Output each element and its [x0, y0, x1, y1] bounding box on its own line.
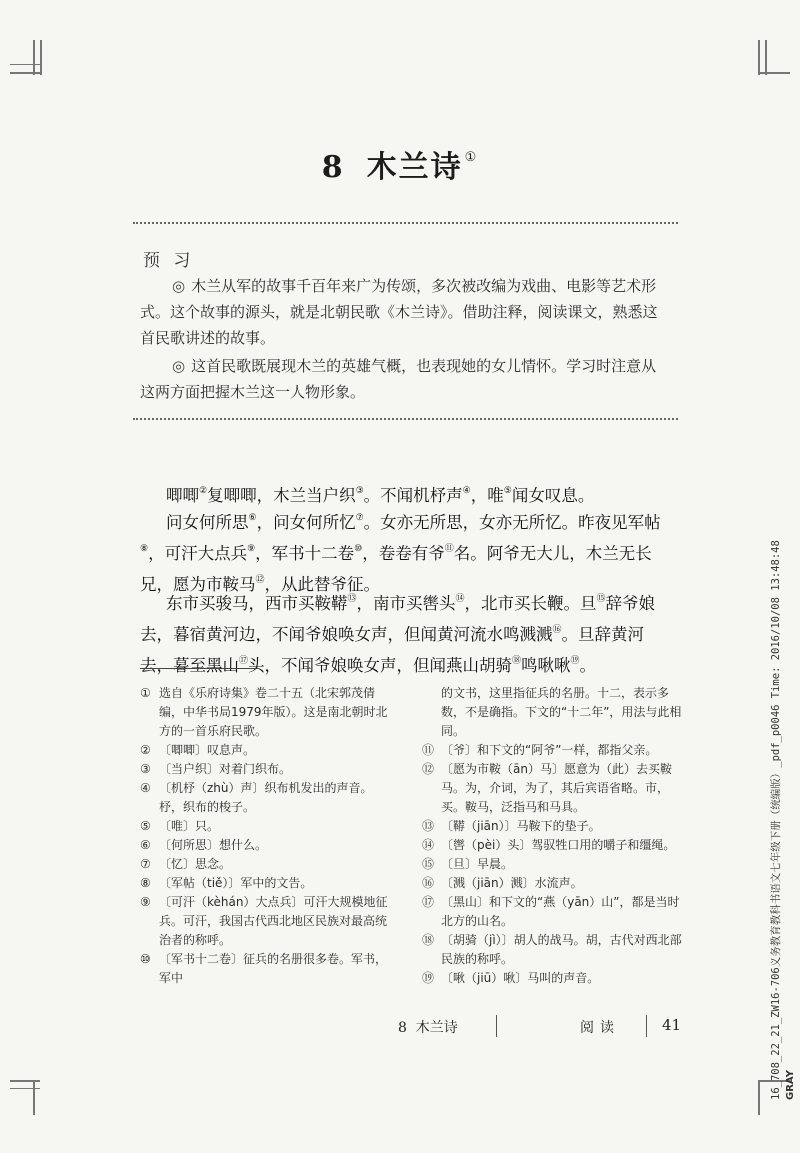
footnote-item: [140, 874, 395, 893]
footnote-item: [422, 969, 684, 988]
footnote-mark: ⑨: [140, 895, 151, 909]
footnote-mark: ⑩: [140, 952, 151, 966]
footnote-item: [422, 874, 684, 893]
footnote-mark: ⑪: [422, 743, 435, 757]
footnote-text: 〔黑山〕和下文的“燕（yān）山”，都是当时北方的山名。: [441, 895, 680, 928]
footnote-item: [422, 855, 684, 874]
footnotes-left-column: [140, 684, 395, 988]
crop-mark: [33, 1080, 35, 1115]
crop-mark: [760, 72, 790, 74]
footnote-mark: ②: [140, 743, 151, 757]
poem-text: 复唧唧，木兰当户织: [207, 486, 356, 505]
footnote-text: 〔军书十二卷〕征兵的名册很多卷。军书，军中: [159, 952, 388, 985]
poem-text: 闻女叹息。: [511, 486, 595, 505]
poem-text: ，卷卷有爷: [362, 544, 445, 563]
crop-mark: [10, 64, 40, 65]
preview-paragraph-2: ◎ 这首民歌既展现木兰的英雄气概，也表现她的女儿情怀。学习时注意从这两方面把握木兰这一人物形象。: [140, 357, 657, 401]
footnote-text: 〔溅（jiān）溅〕水流声。: [441, 876, 583, 890]
preview-heading: 预 习: [143, 251, 195, 271]
footnote-10-continuation: 的文书，这里指征兵的名册。十二，表示多数，不是确指。下文的“十二年”，用法与此相同。: [441, 686, 682, 738]
footnote-item: [140, 760, 395, 779]
crop-mark: [10, 1088, 40, 1089]
poem-text: 头，不闻爷娘唤女声，但闻燕山胡骑: [248, 656, 513, 675]
dotted-divider-bottom: [133, 418, 678, 420]
footer-section: 阅读: [580, 1020, 620, 1036]
dotted-divider-top: [133, 222, 678, 224]
footnote-ref: ⑬: [347, 594, 357, 604]
preview-paragraph-1: ◎ 木兰从军的故事千百年来广为传颂，多次被改编为戏曲、电影等艺术形式。这个故事的源头，就是北朝民歌《木兰诗》。借助注释，阅读课文，熟悉这首民歌讲述的故事。: [140, 277, 658, 347]
poem-text: ，唯: [470, 486, 504, 505]
footnote-mark: ⑰: [422, 895, 435, 909]
footnote-ref: ⑫: [255, 575, 265, 585]
footnote-item: [140, 741, 395, 760]
footnote-item: [140, 779, 395, 817]
footnote-item: [422, 817, 684, 836]
footnote-mark: ④: [140, 781, 151, 795]
crop-mark: [758, 40, 760, 75]
footnote-item: [422, 760, 684, 817]
poem-text: ，北市买长鞭。旦: [464, 594, 597, 613]
crop-mark: [40, 40, 42, 75]
footnote-item: [140, 855, 395, 874]
crop-mark: [758, 1080, 760, 1115]
bullet-mark: ◎: [172, 277, 186, 295]
poem-text: ，从此替爷征。: [264, 575, 381, 594]
footnote-item: [422, 836, 684, 855]
poem-text: ，南市买辔头: [356, 594, 456, 613]
poem-text: ，可汗大点兵: [148, 544, 248, 563]
footnote-mark: ⑬: [422, 819, 435, 833]
footnote-mark: ⑤: [140, 819, 151, 833]
footnote-mark: ①: [140, 686, 151, 700]
footnote-item: [140, 836, 395, 855]
poem-text: 。不闻机杼声: [363, 486, 463, 505]
footnote-text: 〔愿为市鞍（ān）马〕愿意为（此）去买鞍马。为，介词，为了，其后宾语省略。市，买。鞍马，泛指马和马具。: [441, 762, 672, 814]
footnote-item: [140, 893, 395, 950]
crop-mark: [10, 1080, 40, 1082]
poem-text: 问女何所思: [166, 513, 249, 532]
crop-mark: [765, 40, 767, 75]
footnote-text: 〔爷〕和下文的“阿爷”一样，都指父亲。: [441, 743, 658, 757]
lesson-title: [0, 142, 800, 186]
poem-stanza-3: [140, 586, 670, 679]
footnote-text: 〔忆〕思念。: [159, 857, 232, 871]
bullet-mark: ◎: [172, 357, 186, 375]
crop-mark: [10, 72, 40, 74]
poem-text: 东市买骏马，西市买鞍鞯: [166, 594, 348, 613]
footnote-mark: ③: [140, 762, 151, 776]
footnote-item: [140, 817, 395, 836]
footnote-text: 〔军帖（tiě）〕军中的文告。: [159, 876, 313, 890]
footnote-text: 〔胡骑（jì）〕胡人的战马。胡，古代对西北部民族的称呼。: [441, 933, 682, 966]
footnote-ref: ⑱: [512, 656, 522, 666]
footnote-text: 〔辔（pèi）头〕驾驭牲口用的嚼子和缰绳。: [441, 838, 676, 852]
footnote-mark: ⑱: [422, 933, 435, 947]
footer-separator: [496, 1015, 497, 1037]
poem-stanza-2: [140, 505, 670, 598]
poem-text: ，问女何所忆: [256, 513, 356, 532]
footnote-ref: ⑥: [248, 513, 257, 523]
footer-lesson: 8 木兰诗: [398, 1020, 458, 1036]
footnote-ref: ⑦: [355, 513, 364, 523]
footnote-text: 选自《乐府诗集》卷二十五（北宋郭茂倩编，中华书局1979年版）。这是南北朝时北方的一首乐府民歌。: [159, 686, 388, 738]
footnote-text: 〔啾（jiū）啾〕马叫的声音。: [441, 971, 600, 985]
footnote-ref: ⑮: [596, 594, 606, 604]
footnote-text: 〔旦〕早晨。: [441, 857, 514, 871]
footnote-mark: ⑥: [140, 838, 151, 852]
footnote-mark: ⑦: [140, 857, 151, 871]
poem-text: 。女亦无所思，女亦无所忆。昨夜见军帖: [363, 513, 661, 532]
printer-gray-label: GRAY: [785, 1070, 796, 1100]
footnote-text: 〔机杼（zhù）声〕织布机发出的声音。杼，织布的梭子。: [159, 781, 373, 814]
footnote-rule: [140, 668, 258, 669]
poem-text: 唧唧: [166, 486, 199, 505]
footnote-text: 〔可汗（kèhán）大点兵〕可汗大规模地征兵。可汗，我国古代西北地区民族对最高统治者的称呼。: [159, 895, 388, 947]
footnote-ref: ②: [199, 486, 208, 496]
footnote-ref: ⑪: [444, 544, 454, 554]
footnote-text: 〔何所思〕想什么。: [159, 838, 268, 852]
footnote-ref: ⑰: [239, 656, 249, 666]
footnote-ref: ⑨: [247, 544, 256, 554]
footnote-item: [140, 950, 395, 988]
footnote-ref: ⑯: [552, 625, 562, 635]
crop-mark: [33, 40, 35, 75]
page-number: 41: [662, 1016, 682, 1034]
lesson-title-text: 木兰诗: [366, 150, 463, 185]
footnote-item: [422, 741, 684, 760]
footnote-ref: ⑧: [140, 544, 149, 554]
footnote-mark: ⑫: [422, 762, 435, 776]
footnote-item: [422, 931, 684, 969]
lesson-number: 8: [321, 150, 345, 185]
footnote-text: 〔唧唧〕叹息声。: [159, 743, 256, 757]
poem-text: 辞爷娘去，暮宿黄河边，不闻爷娘唤女声，但闻黄河流水鸣溅溅: [140, 594, 656, 644]
poem-text: 鸣啾啾: [521, 656, 571, 675]
footnote-ref: ⑤: [503, 486, 512, 496]
footer-separator: [646, 1015, 647, 1037]
footnote-mark: ⑮: [422, 857, 435, 871]
footnote-item: [140, 684, 395, 741]
poem-text: 名。阿爷无大儿，木兰无长兄，愿为市鞍马: [140, 544, 652, 594]
footnote-ref: ③: [355, 486, 364, 496]
footnote-ref: ⑲: [570, 656, 580, 666]
footnote-mark: ⑧: [140, 876, 151, 890]
footnote-mark: ⑯: [422, 876, 435, 890]
poem-text: ，军书十二卷: [255, 544, 355, 563]
poem-text: 。: [579, 656, 597, 675]
footnote-ref: ④: [462, 486, 471, 496]
footnote-item: [422, 893, 684, 931]
footnote-mark: ⑭: [422, 838, 435, 852]
footnote-text: 〔鞯（jiān）〕马鞍下的垫子。: [441, 819, 601, 833]
footnote-text: 〔唯〕只。: [159, 819, 220, 833]
footnote-ref: ⑩: [354, 544, 363, 554]
footnotes-right-column: [422, 684, 684, 988]
footnote-ref: ⑭: [455, 594, 465, 604]
footnote-mark: ⑲: [422, 971, 435, 985]
printer-slug: 16_708_22_21_ZW16-706义务教育教科书语文七年级下册（统编版）_pdf_p0046 Time: 2016/10/08 13:48:48: [770, 540, 782, 1100]
title-note-mark: ①: [464, 150, 479, 165]
footnote-text: 〔当户织〕对着门织布。: [159, 762, 292, 776]
poem-text: 。旦辞黄河去，暮至黑山: [140, 625, 645, 675]
